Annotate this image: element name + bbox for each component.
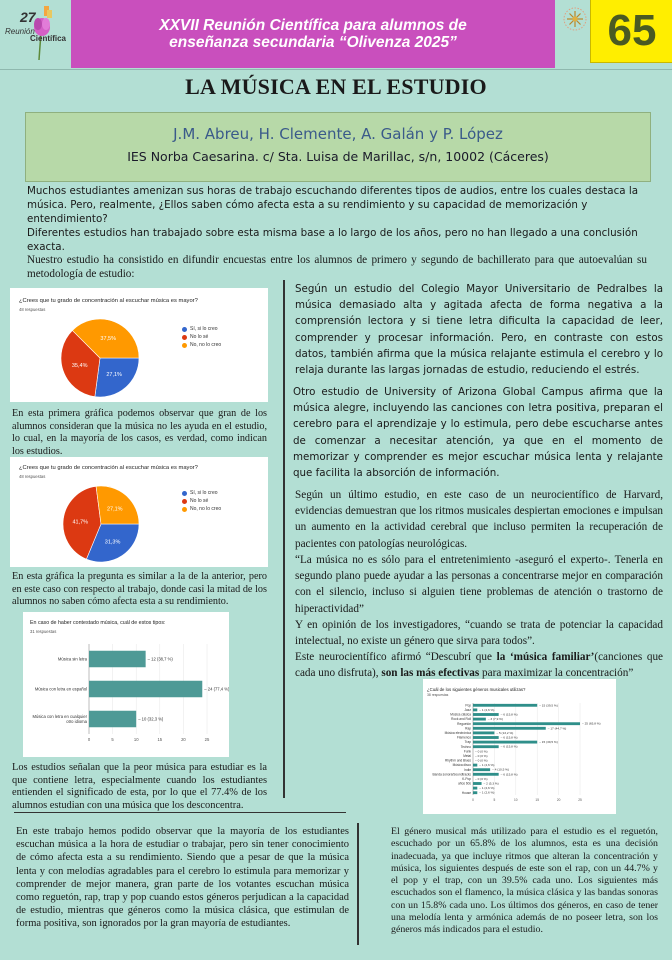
bar-value-label: – 1 (2,6 %)	[479, 786, 495, 791]
x-tick-label: 0	[472, 798, 474, 803]
bar-value-label: – 0 (0 %)	[475, 776, 488, 781]
legend-item	[182, 333, 221, 341]
conclusion-text: En este trabajo hemos podido observar que la mayoría de los estudiantes escuchan música a la hora de estudiar o trabajar, pero sin tener conocimiento de cómo afecta esta a su rendimiento. Siendo que a pesar de que la música lenta y con melodías agradables para el cerebro lo estimula para memorizar y comprender de mejor manera, gran parte de los votantes escuchan música como reguetón, rap, trap y pop cuando estos géneros perjudican a la capacidad de estudio, mientras que géneros como la música clásica, que estimulan de forma positiva, son ignorados por la gran mayoría de estudiantes.	[16, 826, 349, 930]
x-tick-label: 0	[87, 737, 91, 743]
legend-label: No, no lo creo	[190, 342, 222, 348]
x-tick-label: 20	[556, 798, 561, 803]
bar	[89, 681, 202, 698]
conference-banner	[71, 0, 555, 68]
x-tick-label: 10	[133, 737, 139, 743]
pie-slice-label: 41,7%	[72, 519, 89, 526]
category-label: Banda sonora/Soundtracks	[432, 772, 471, 777]
category-label: Reguetón	[457, 721, 471, 726]
bar-value-label: – 0 (0 %)	[475, 758, 488, 763]
logo-text-2: Científica	[30, 34, 67, 43]
right-paragraph-2: Otro estudio de University of Arizona Global Campus afirma que la música alegre, incluyendo las canciones con letra positiva, preparan el cerebro para el aprendizaje y lo estimula, pero debe escucharse antes de comenzar a necesitar atención, ya que en el momento de memorizar y comprender es mejor escuchar música lenta y relajante que facilita la absorción de información.	[293, 386, 663, 480]
bar	[473, 745, 499, 748]
x-tick-label: 15	[535, 798, 539, 803]
bar2-title: ¿Cuál de los siguientes géneros musicales utilizas?	[427, 687, 526, 692]
category-label: Música clásica	[450, 712, 471, 717]
bar1-subtitle: 31 respuestas	[30, 629, 57, 634]
bar-value-label: – 6 (15,8 %)	[500, 744, 518, 749]
poster-title: LA MÚSICA EN EL ESTUDIO	[185, 74, 487, 99]
legend-swatch	[182, 499, 187, 504]
x-tick-label: 5	[111, 737, 114, 743]
category-label: otro idioma	[66, 719, 87, 724]
conclusion-rule	[14, 812, 346, 813]
right-paragraph-5: Y en opinión de los investigadores, “cuando se trata de potenciar la capacidad intelectual, no existe un género que sirva para todos”.	[295, 619, 663, 648]
category-label: Música sin letra	[57, 656, 87, 662]
bar	[473, 713, 499, 716]
legend-item	[182, 489, 221, 497]
bar-value-label: – 15 (39,5 %)	[539, 703, 558, 708]
bar	[473, 791, 477, 794]
bar1-caption: Los estudios señalan que la peor música para estudiar es la que contiene letra, especialmente cuando los estudiantes entienden el significado de esta, por lo que el 77.4% de los alumnos estudian con una música que los desconcentra.	[12, 762, 267, 811]
pie1-subtitle: 48 respuestas	[19, 307, 46, 312]
bar	[473, 764, 477, 767]
pie1-title: ¿Crees que tu grado de concentración al escuchar música es mayor?	[19, 298, 198, 304]
pie2-subtitle: 48 respuestas	[19, 474, 46, 479]
quote-middle: (canciones que cada uno disfruta),	[295, 651, 663, 680]
pie2-legend	[182, 489, 221, 513]
pie-slice-label: 27,1%	[106, 372, 122, 379]
intro-paragraph-3: Nuestro estudio ha consistido en difundir encuestas entre los alumnos de primero y segundo de bachillerato para que autoevalúan su metodología de estudio:	[27, 254, 647, 280]
pie-slice-label: 37,5%	[100, 336, 117, 343]
bar-value-label: – 0 (0 %)	[475, 753, 488, 758]
category-label: Música con letra en cualquier	[32, 713, 87, 719]
pie1-legend	[182, 325, 221, 349]
category-label: K-Pop	[462, 776, 471, 781]
column-divider	[283, 280, 285, 798]
bar1-plot	[23, 634, 229, 754]
bar-value-label: – 4 (10,5 %)	[492, 767, 509, 772]
bar2-caption: El género musical más utilizado para el estudio es el reguetón, escuchado por un 65.8% de los alumnos, esta es una decisión inadecuada, ya que incluye ritmos que alteran la concentración y música, los siguientes después de este son el rap, con un 44.7% y el pop y el trap, con un 39.5% cada uno. Los siguientes más escuchados son el flamenco, la música clásica y las bandas sonoras con un 15.8% cada uno. Los últimos dos géneros, en caso de tener una melodía lenta y armónica además de no poseer letra, son los géneros más indicados para el estudio.	[391, 826, 658, 936]
category-label: Funk	[463, 749, 471, 754]
bar-chart-genres	[423, 679, 616, 814]
category-label: Techno	[460, 744, 471, 749]
legend-item	[182, 497, 221, 505]
bar-value-label: – 1 (2,6 %)	[479, 790, 495, 795]
quote-start: Este neurocientífico afirmó “Descubrí que	[295, 651, 497, 663]
poster-number-badge: 65	[590, 0, 672, 63]
category-label: Rock and Roll	[451, 717, 471, 722]
banner-line-1: XXVII Reunión Científica para alumnos de	[159, 17, 467, 34]
category-label: Metal	[463, 753, 471, 758]
pie-slice-label: 31,3%	[104, 539, 121, 546]
x-tick-label: 25	[204, 737, 210, 743]
bar-value-label: – 17 (44,7 %)	[547, 726, 567, 731]
bar	[473, 787, 477, 790]
bar-value-label: – 0 (0 %)	[475, 749, 488, 754]
category-label: Rap	[465, 726, 471, 731]
conclusion-divider	[357, 823, 359, 945]
intro-paragraph-1: Muchos estudiantes amenizan sus horas de trabajo escuchando diferentes tipos de audios, entre los cuales destaca la música. Pero, realmente, ¿Ellos saben cómo afecta esta a su rendimiento y su capacidad de memorización y entendimiento?	[27, 185, 639, 225]
right-paragraph-4: “La música no es sólo para el entretenimiento -aseguró el experto-. Tenerla en segundo plano puede ayudar a las personas a concentrarse mejor en comparación con el silencio, incluso si alguien tiene problemas de atención o trastorno de hiperactividad”	[295, 554, 663, 615]
bar	[473, 736, 499, 739]
bar	[473, 782, 482, 785]
bar-value-label: – 25 (65,8 %)	[582, 721, 601, 726]
legend-item	[182, 341, 221, 349]
legend-label: Sí, si lo creo	[190, 490, 218, 496]
bar-value-label: – 1 (2,6 %)	[479, 763, 495, 768]
legend-label: No lo sé	[190, 334, 209, 340]
reunion-logo	[0, 0, 70, 70]
legend-swatch	[182, 335, 187, 340]
bar-value-label: – 5 (13,2 %)	[496, 730, 514, 735]
legend-item	[182, 505, 221, 513]
quote-bold-2: son las más efectivas	[381, 667, 480, 680]
category-label: años 60s	[458, 781, 471, 786]
category-label: Jazz	[464, 707, 471, 712]
intro-paragraph-2: Diferentes estudios han trabajado sobre esta misma base a lo largo de los años, pero no han llegado a una conclusión exacta.	[27, 227, 638, 253]
bar	[473, 718, 486, 721]
bar2-plot	[423, 697, 616, 813]
bar	[473, 708, 477, 711]
bar-value-label: – 24 (77,4 %)	[204, 686, 229, 692]
x-tick-label: 25	[578, 798, 582, 803]
legend-label: No lo sé	[190, 498, 209, 504]
legend-label: No, no lo creo	[190, 506, 222, 512]
logo-text-1: Reunión	[5, 27, 35, 36]
right-paragraph-6	[295, 649, 663, 681]
sun-seal-icon	[562, 6, 588, 32]
bar	[473, 741, 537, 744]
bar-value-label: – 2 (5,3 %)	[483, 781, 499, 786]
legend-swatch	[182, 343, 187, 348]
bar1-title: En caso de haber contestado música, cuál de estos tipos:	[30, 620, 166, 626]
x-tick-label: 5	[493, 798, 496, 803]
bar-value-label: – 6 (15,8 %)	[500, 772, 518, 777]
category-label: Flamenco	[457, 735, 471, 740]
pie2-title: ¿Crees que tu grado de concentración al escuchar música es mayor?	[19, 465, 198, 471]
bar-chart-types	[23, 612, 229, 757]
bar-value-label: – 3 (7,9 %)	[487, 717, 503, 722]
pie-group	[61, 319, 139, 397]
pie-slice-label: 35,4%	[71, 362, 88, 369]
banner-line-2: enseñanza secundaria “Olivenza 2025”	[169, 34, 457, 51]
authors-box	[25, 112, 651, 182]
bar-value-label: – 1 (2,6 %)	[479, 707, 495, 712]
school-address: IES Norba Caesarina. c/ Sta. Luisa de Marillac, s/n, 10002 (Cáceres)	[127, 149, 549, 164]
legend-swatch	[182, 327, 187, 332]
pie1-plot	[60, 318, 140, 398]
bar	[473, 773, 499, 776]
bar-value-label: – 10 (32,3 %)	[138, 716, 164, 722]
right-paragraph-3: Según un último estudio, en este caso de un neurocientífico de Harvard, evidencias demuestran que los ritmos musicales despiertan emociones e impulsan un aumento en la actividad cerebral que incluso permiten la recuperación de pacientes con patologías neurológicas.	[295, 489, 663, 550]
bar	[89, 651, 146, 668]
legend-label: Sí, si lo creo	[190, 326, 218, 332]
legend-swatch	[182, 507, 187, 512]
header-divider	[0, 69, 672, 70]
x-tick-label: 20	[181, 737, 186, 743]
right-paragraph-1: Según un estudio del Colegio Mayor Universitario de Pedralbes la música demasiado alta y agitada afecta de forma negativa a la comprensión lectora y si tiene letra dificulta la capacidad de leer, comprender y procesar información. Pero, en contraste con estos datos, también afirma que la música relajante estimula el cerebro y lo relaja durante las largas jornadas de estudio, reduciendo el estrés.	[295, 283, 663, 377]
category-label: House	[461, 790, 471, 795]
category-label: Indie	[464, 767, 471, 772]
pie-chart-2	[10, 457, 268, 567]
bar-value-label: – 6 (15,8 %)	[500, 712, 518, 717]
pie-slice-label: 27,1%	[106, 506, 123, 513]
logo-number: 27	[20, 9, 36, 25]
category-label: Trap	[464, 740, 471, 745]
pie2-caption: En esta gráfica la pregunta es similar a la de la anterior, pero en este caso con respecto al trabajo, donde casi la mitad de los alumnos no saben cómo afecta esta a su rendimiento.	[12, 571, 267, 607]
category-label: Música con letra en español	[34, 686, 87, 692]
category-label: Pop	[465, 703, 471, 708]
quote-end: para maximizar la concentración”	[479, 667, 634, 680]
category-label: Música disco	[452, 763, 471, 768]
pie-slice	[96, 486, 139, 524]
x-tick-label: 15	[157, 737, 163, 743]
bar	[89, 711, 136, 728]
pie1-caption: En esta primera gráfica podemos observar que gran de los alumnos consideran que la música no les ayuda en el estudio, lo cual, en la mayoría de los casos, es verdad, como indican los estudios.	[12, 408, 267, 457]
bar-value-label: – 12 (38,7 %)	[147, 656, 173, 662]
legend-swatch	[182, 491, 187, 496]
bar-value-label: – 15 (39,5 %)	[539, 740, 558, 745]
legend-item	[182, 325, 221, 333]
bar2-subtitle: 38 respuestas	[427, 693, 449, 697]
category-label: Música electrónica	[444, 730, 471, 735]
category-label: Rhythm and Blues	[444, 758, 471, 763]
pie-chart-1	[10, 288, 268, 402]
bar	[473, 722, 580, 725]
bar	[473, 704, 537, 707]
x-tick-label: 10	[514, 798, 518, 803]
quote-bold-1: la ‘música familiar’	[496, 651, 595, 663]
bar	[473, 768, 490, 771]
bar-value-label: – 6 (15,8 %)	[500, 735, 518, 740]
pie2-plot	[62, 485, 140, 563]
authors: J.M. Abreu, H. Clemente, A. Galán y P. López	[173, 125, 503, 143]
bar	[473, 731, 494, 734]
bar	[473, 727, 546, 730]
